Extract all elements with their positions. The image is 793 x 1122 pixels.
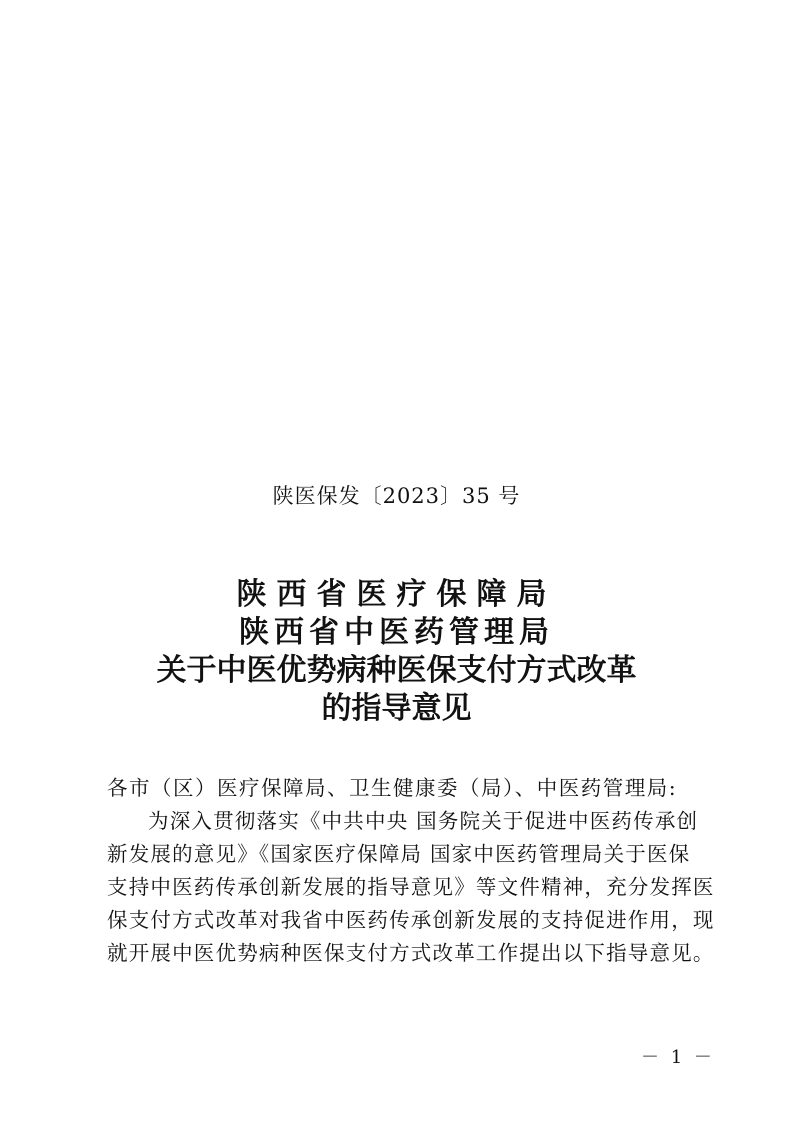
document-number: 陕医保发〔2023〕35 号 (272, 484, 521, 508)
paragraph-line: 为深入贯彻落实《中共中央 国务院关于促进中医药传承创 (148, 809, 699, 833)
title-line-subject-2: 的指导意见 (321, 691, 472, 726)
paragraph-line: 支持中医药传承创新发展的指导意见》等文件精神，充分发挥医 (107, 875, 715, 899)
document-title (0, 576, 793, 728)
document-body (107, 772, 715, 970)
title-line-issuer-2: 陕西省中医药管理局 (239, 615, 554, 650)
title-line-subject-1: 关于中医优势病种医保支付方式改革 (156, 653, 637, 688)
title-line-issuer-1: 陕西省医疗保障局 (236, 577, 557, 612)
paragraph-line: 就开展中医优势病种医保支付方式改革工作提出以下指导意见。 (107, 941, 715, 965)
page-number: － 1 － (641, 1047, 715, 1068)
paragraph-line: 新发展的意见》《国家医疗保障局 国家中医药管理局关于医保 (107, 842, 691, 866)
addressee-line: 各市（区）医疗保障局、卫生健康委（局）、中医药管理局: (107, 776, 678, 800)
paragraph-line: 保支付方式改革对我省中医药传承创新发展的支持促进作用，现 (107, 908, 715, 932)
